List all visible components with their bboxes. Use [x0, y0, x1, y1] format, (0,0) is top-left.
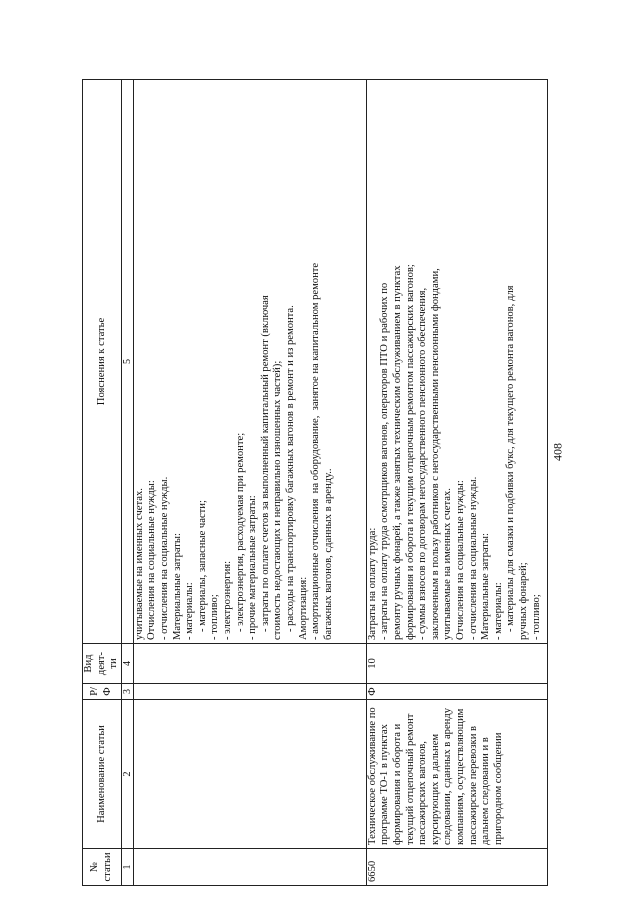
- item-name-cell: [133, 700, 366, 849]
- header-rf: Р/ Ф: [83, 684, 122, 700]
- page-number: 408: [550, 443, 565, 461]
- rotated-table-container: [82, 80, 548, 886]
- column-number: 1: [121, 849, 133, 886]
- table-header-row: [83, 80, 122, 886]
- item-name-text: Техническое обслуживание по программе ТО-1 в пунктах формирования и оборота и текущий отцепочный ремонт пассажирских вагонов, курсирующих в дальнем следовании, сданных в аренду компаниям, осуществляющим пассажирские перевозки в дальнем следовании и в пригородном сообщении: [366, 707, 504, 845]
- explanation-line: - топливо;: [209, 594, 221, 640]
- explanation-line: Материальные затраты:: [171, 533, 183, 640]
- table-row: [133, 80, 366, 886]
- explanation-line: - топливо;: [530, 594, 542, 640]
- explanation-line: Отчисления на социальные нужды:: [146, 480, 158, 640]
- header-item-name: Наименование статьи: [83, 700, 122, 849]
- explanation-line: заключенным в пользу работников с негосударственными пенсионными фондами,: [429, 268, 441, 640]
- explanation-line: формирования и оборота и текущим отцепочным ремонтом пассажирских вагонов;: [404, 264, 416, 640]
- activity-cell: 10: [366, 644, 547, 684]
- column-number: 2: [121, 700, 133, 849]
- item-name-cell: [366, 700, 547, 849]
- explanation-cell: [366, 80, 547, 644]
- explanation-line: - отчисления на социальные нужды.: [467, 476, 479, 640]
- explanation-line: Материальные затраты:: [480, 533, 492, 640]
- explanation-line: - расходы на транспортировку багажных вагонов в ремонт и из ремонта.: [284, 305, 296, 640]
- explanation-line: ручных фонарей;: [517, 562, 529, 640]
- header-activity-type: Вид деят-ти: [83, 644, 122, 684]
- item-number-cell: 6650: [366, 849, 547, 886]
- explanation-line: - суммы взносов по договорам негосударственного пенсионного обеспечения,: [417, 287, 429, 640]
- column-number: 3: [121, 684, 133, 700]
- explanation-line: ремонту ручных фонарей, а также занятых техническим обслуживанием в пунктах: [391, 265, 403, 640]
- explanation-line: - амортизационные отчисления на оборудование, занятое на капитальном ремонте: [310, 262, 322, 640]
- column-number: 4: [121, 644, 133, 684]
- explanation-line: - материалы:: [184, 582, 196, 640]
- rf-cell: [133, 684, 366, 700]
- rf-cell: Ф: [366, 684, 547, 700]
- explanation-line: багажных вагонов, сданных в аренду..: [322, 468, 334, 640]
- explanation-line: - материалы:: [492, 582, 504, 640]
- header-explanation: Пояснения к статье: [83, 80, 122, 644]
- explanation-line: Отчисления на социальные нужды:: [454, 480, 466, 640]
- explanation-line: - электроэнергия:: [221, 560, 233, 640]
- item-number-cell: [133, 849, 366, 886]
- explanation-line: Амортизация:: [297, 576, 309, 640]
- explanation-line: стоимость недостающих и неправильно изношенных частей);: [272, 360, 284, 640]
- activity-cell: [133, 644, 366, 684]
- explanation-line: - затраты на оплату труда осмотрщиков вагонов, операторов ПТО и рабочих по: [379, 282, 391, 640]
- explanation-line: - отчисления на социальные нужды.: [158, 476, 170, 640]
- explanation-line: учитываемые на именных счетах.: [133, 488, 145, 640]
- explanation-line: учитываемые на именных счетах.: [442, 488, 454, 640]
- explanation-line: - материалы для смазки и подбивки букс, для текущего ремонта вагонов, для: [505, 285, 517, 640]
- explanation-line: - материалы, запасные части;: [196, 500, 208, 640]
- column-number: 5: [121, 80, 133, 644]
- explanation-line: - электроэнергия, расходуемая при ремонте;: [234, 432, 246, 640]
- column-number-row: [121, 80, 133, 886]
- explanation-line: - прочие материальные затраты:: [247, 495, 259, 640]
- explanation-cell: [133, 80, 366, 644]
- explanation-line: Затраты на оплату труда:: [366, 527, 378, 640]
- cost-items-table: [82, 79, 548, 886]
- header-item-number: № статьи: [83, 849, 122, 886]
- table-row: [366, 80, 547, 886]
- explanation-line: - затраты по оплате счетов за выполненный капитальный ремонт (включая: [259, 295, 271, 640]
